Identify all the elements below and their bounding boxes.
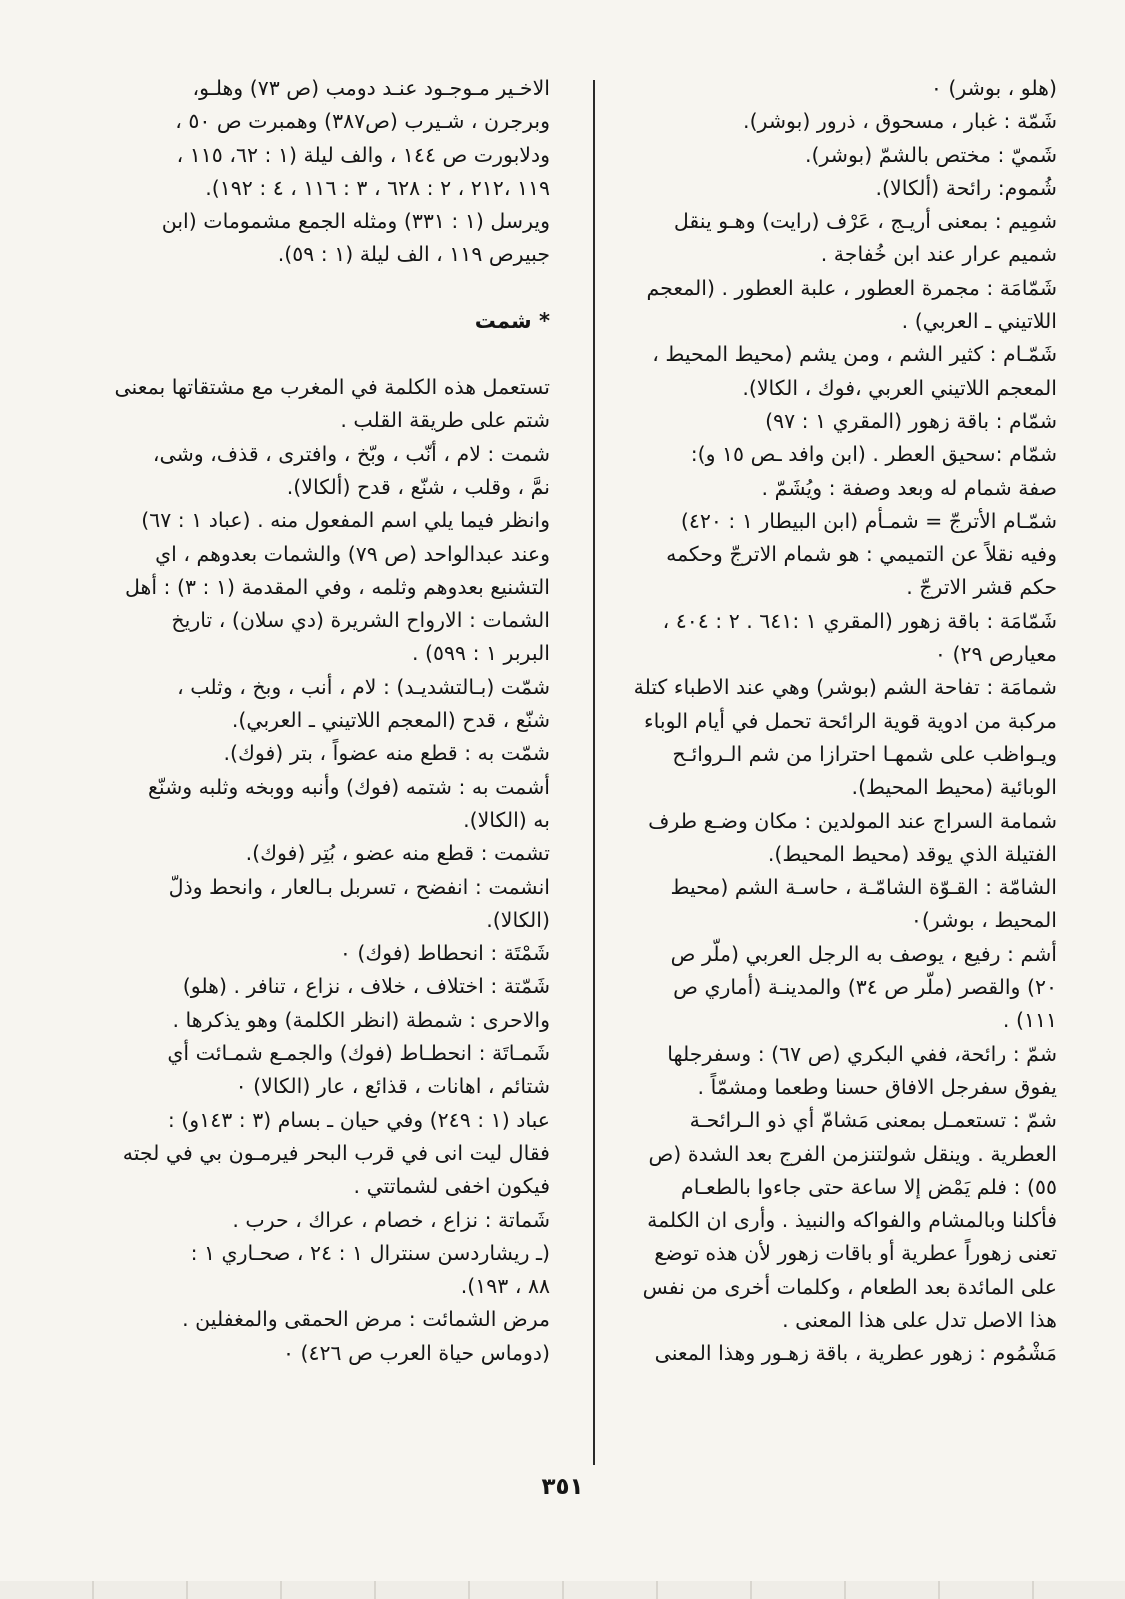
text-line: الوبائية (محيط المحيط). (851, 775, 1057, 800)
text-line: حكم قشر الاترجّ . (906, 575, 1057, 600)
text-line: ٢٠) والقصر (ملّر ص ٣٤) والمدينـة (أماري ص (673, 975, 1057, 1000)
text-line: شُموم: رائحة (ألكالا). (875, 175, 1057, 200)
text-line: شمّ : تستعمـل بمعنى مَشامّ أي ذو الـرائحـة (689, 1108, 1057, 1133)
text-line: والاحرى : شمطة (انظر الكلمة) وهو يذكرها . (172, 1007, 550, 1032)
text-line: مَشْمُوم : زهور عطرية ، باقة زهـور وهذا المعنى (654, 1341, 1057, 1366)
text-line: يفوق سفرجل الافاق حسنا وطعما ومشمّاً . (697, 1074, 1057, 1099)
text-line: وفيه نقلاً عن التميمي : هو شمام الاترجّ وحكمه (666, 542, 1057, 567)
left-column-top-entries (114, 72, 550, 272)
text-line: شمِيم : بمعنى أريـج ، عَرْف (رايت) وهـو ينقل (673, 209, 1057, 234)
text-line: ويـواظب على شمهـا احترازا من شم الـروائـح (672, 741, 1057, 766)
text-line: معيارص ٢٩) ٠ (934, 642, 1057, 667)
text-line: شمّت (بـالتشديـد) : لام ، أنب ، وبخ ، وثلب ، (177, 674, 550, 699)
text-line: ٨٨ ، ١٩٣). (460, 1274, 550, 1299)
text-line: (الكالا). (486, 907, 550, 932)
text-line: عباد (١ : ٢٤٩) وفي حيان ـ بسام (٣ : ١٤٣و) : (167, 1107, 550, 1132)
text-line: مرض الشمائت : مرض الحمقى والمغفلين . (182, 1307, 550, 1332)
text-line: البربر ١ : ٥٩٩) . (411, 641, 550, 666)
section-gap (114, 272, 550, 305)
text-line: شمّام :سحيق العطر . (ابن وافد ـص ١٥ و): (690, 442, 1057, 467)
left-column-body-entries (114, 371, 550, 1370)
text-line: (هلو ، بوشر) ٠ (930, 76, 1057, 100)
text-line: وانظر فيما يلي اسم المفعول منه . (عباد ١ : ٦٧) (141, 508, 550, 533)
text-line: شمّت به : قطع منه عضواً ، بتر (فوك). (223, 741, 550, 766)
text-line: به (الكالا). (463, 807, 550, 832)
text-line: جبيرص ١١٩ ، الف ليلة (١ : ٥٩). (277, 242, 550, 267)
text-line: اللاتيني ـ العربي) . (901, 309, 1057, 334)
text-line: تستعمل هذه الكلمة في المغرب مع مشتقاتها بمعنى (114, 375, 550, 400)
text-line: شَمّامَة : باقة زهور (المقري ١ :٦٤١ . ٢ : ٤٠٤ ، (662, 608, 1057, 633)
text-line: ودلابورت ص ١٤٤ ، والف ليلة (١ : ٦٢، ١١٥ ، (176, 142, 550, 167)
text-line: وبرجرن ، شـيرب (ص٣٨٧) وهمبرت ص ٥٠ ، (175, 109, 550, 134)
text-line: الفتيلة الذي يوقد (محيط المحيط). (767, 841, 1057, 866)
text-line: شمامَة : تفاحة الشم (بوشر) وهي عند الاطباء كتلة (633, 675, 1057, 700)
text-line: على المائدة بعد الطعام ، وكلمات أخرى من نفس (642, 1274, 1057, 1299)
section-gap (114, 338, 550, 371)
text-line: المعجم اللاتيني العربي ،فوك ، الكالا). (742, 375, 1057, 400)
text-line: الاخـير مـوجـود عنـد دومب (ص ٧٣) وهلـو، (192, 76, 550, 100)
text-line: شمّـام الأترجّ = شمـأم (ابن البيطار ١ : ٤٢٠) (680, 508, 1057, 533)
text-line: انشمت : انفضح ، تسربل بـالعار ، وانحط وذلّ (168, 874, 550, 899)
text-line: الشامّة : القـوّة الشامّـة ، حاسـة الشم (محيط (670, 875, 1057, 900)
text-line: شَمْتَة : انحطاط (فوك) ٠ (339, 941, 550, 966)
text-line: أشمت به : شتمه (فوك) وأنبه ووبخه وثلبه وشنّع (147, 774, 550, 799)
text-line: مركبة من ادوية قوية الرائحة تحمل في أيام الوباء (644, 708, 1057, 733)
text-line: فأكلنا وبالمشام والفواكه والنبيذ . وأرى ان الكلمة (647, 1208, 1057, 1233)
text-line: (دوماس حياة العرب ص ٤٢٦) ٠ (283, 1340, 550, 1365)
text-line: شمّام : باقة زهور (المقري ١ : ٩٧) (765, 408, 1057, 433)
text-line: هذا الاصل تدل على هذا المعنى . (782, 1307, 1057, 1332)
text-line: ويرسل (١ : ٣٣١) ومثله الجمع مشمومات (ابن (161, 209, 550, 234)
text-line: الشمات : الارواح الشريرة (دي سلان) ، تاريخ (171, 608, 550, 633)
left-column (114, 72, 550, 1370)
text-line: شَمّة : غبار ، مسحوق ، ذرور (بوشر). (743, 109, 1057, 134)
page-number: ٣٥١ (541, 1474, 584, 1500)
text-line: شَمـاتَة : انحطـاط (فوك) والجمـع شمـائت أي (167, 1041, 550, 1066)
text-line: أشم : رفيع ، يوصف به الرجل العربي (ملّر ص (670, 941, 1057, 966)
text-line: المحيط ، بوشر)٠ (910, 908, 1057, 933)
text-line: شمّ : رائحة، ففي البكري (ص ٦٧) : وسفرجلها (667, 1041, 1057, 1066)
text-line: فقال ليت انى في قرب البحر فيرمـون بي في لجته (122, 1140, 550, 1165)
text-line: ٥٥) : فلم يَمْض إلا ساعة حتى جاءوا بالطعـام (681, 1174, 1057, 1199)
right-column (625, 72, 1057, 1371)
text-line: شتم على طريقة القلب . (340, 408, 550, 433)
text-line: شمت : لام ، أنّب ، وبّخ ، وافترى ، قذف، وشى، (152, 441, 550, 466)
text-line: شمامة السراج عند المولدين : مكان وضـع طرف (648, 808, 1057, 833)
text-line: نمَّ ، وقلب ، شنّع ، قدح (ألكالا). (286, 474, 550, 499)
text-line: شَمّامَة : مجمرة العطور ، علبة العطور . (المعجم (646, 275, 1057, 300)
text-line: شتائم ، اهانات ، قذائع ، عار (الكالا) ٠ (235, 1074, 550, 1099)
text-line: شَمّـام : كثير الشم ، ومن يشم (محيط المحيط ، (652, 342, 1057, 367)
text-line: شَمّتة : اختلاف ، خلاف ، نزاع ، تنافر . (هلو) (182, 974, 550, 999)
text-line: شَماتة : نزاع ، خصام ، عراك ، حرب . (232, 1207, 550, 1232)
text-line: فيكون اخفى لشماتتي . (353, 1174, 550, 1199)
text-line: صفة شمام له وبعد وصفة : ويُشَمّ . (761, 475, 1057, 500)
text-line: التشنيع بعدوهم وثلمه ، وفي المقدمة (١ : ٣) : أهل (125, 574, 550, 599)
text-line: تعنى زهوراً عطرية أو باقات زهور لأن هذه توضع (654, 1241, 1057, 1266)
text-line: وعند عبدالواحد (ص ٧٩) والشمات بعدوهم ، اي (155, 541, 550, 566)
text-line: شميم عرار عند ابن خُفاجة . (820, 242, 1057, 267)
column-divider (593, 80, 595, 1465)
text-line: شَميّ : مختص بالشمّ (بوشر). (804, 142, 1057, 167)
page-bottom-edge (0, 1581, 1125, 1599)
text-line: العطرية . وينقل شولتنزمن الفرج بعد الشدة (ص (648, 1141, 1057, 1166)
text-line: (ـ ريشاردسن سنترال ١ : ٢٤ ، صحـاري ١ : (190, 1240, 550, 1265)
section-heading: * شمت (474, 308, 550, 333)
text-line: شنّع ، قدح (المعجم اللاتيني ـ العربي). (231, 708, 550, 733)
text-line: ١١١) . (1002, 1008, 1057, 1033)
text-line: ١١٩ ،٢١٢ ، ٢ : ٦٢٨ ، ٣ : ١١٦ ، ٤ : ١٩٢). (205, 175, 550, 200)
text-line: تشمت : قطع منه عضو ، بُتِر (فوك). (245, 841, 550, 866)
